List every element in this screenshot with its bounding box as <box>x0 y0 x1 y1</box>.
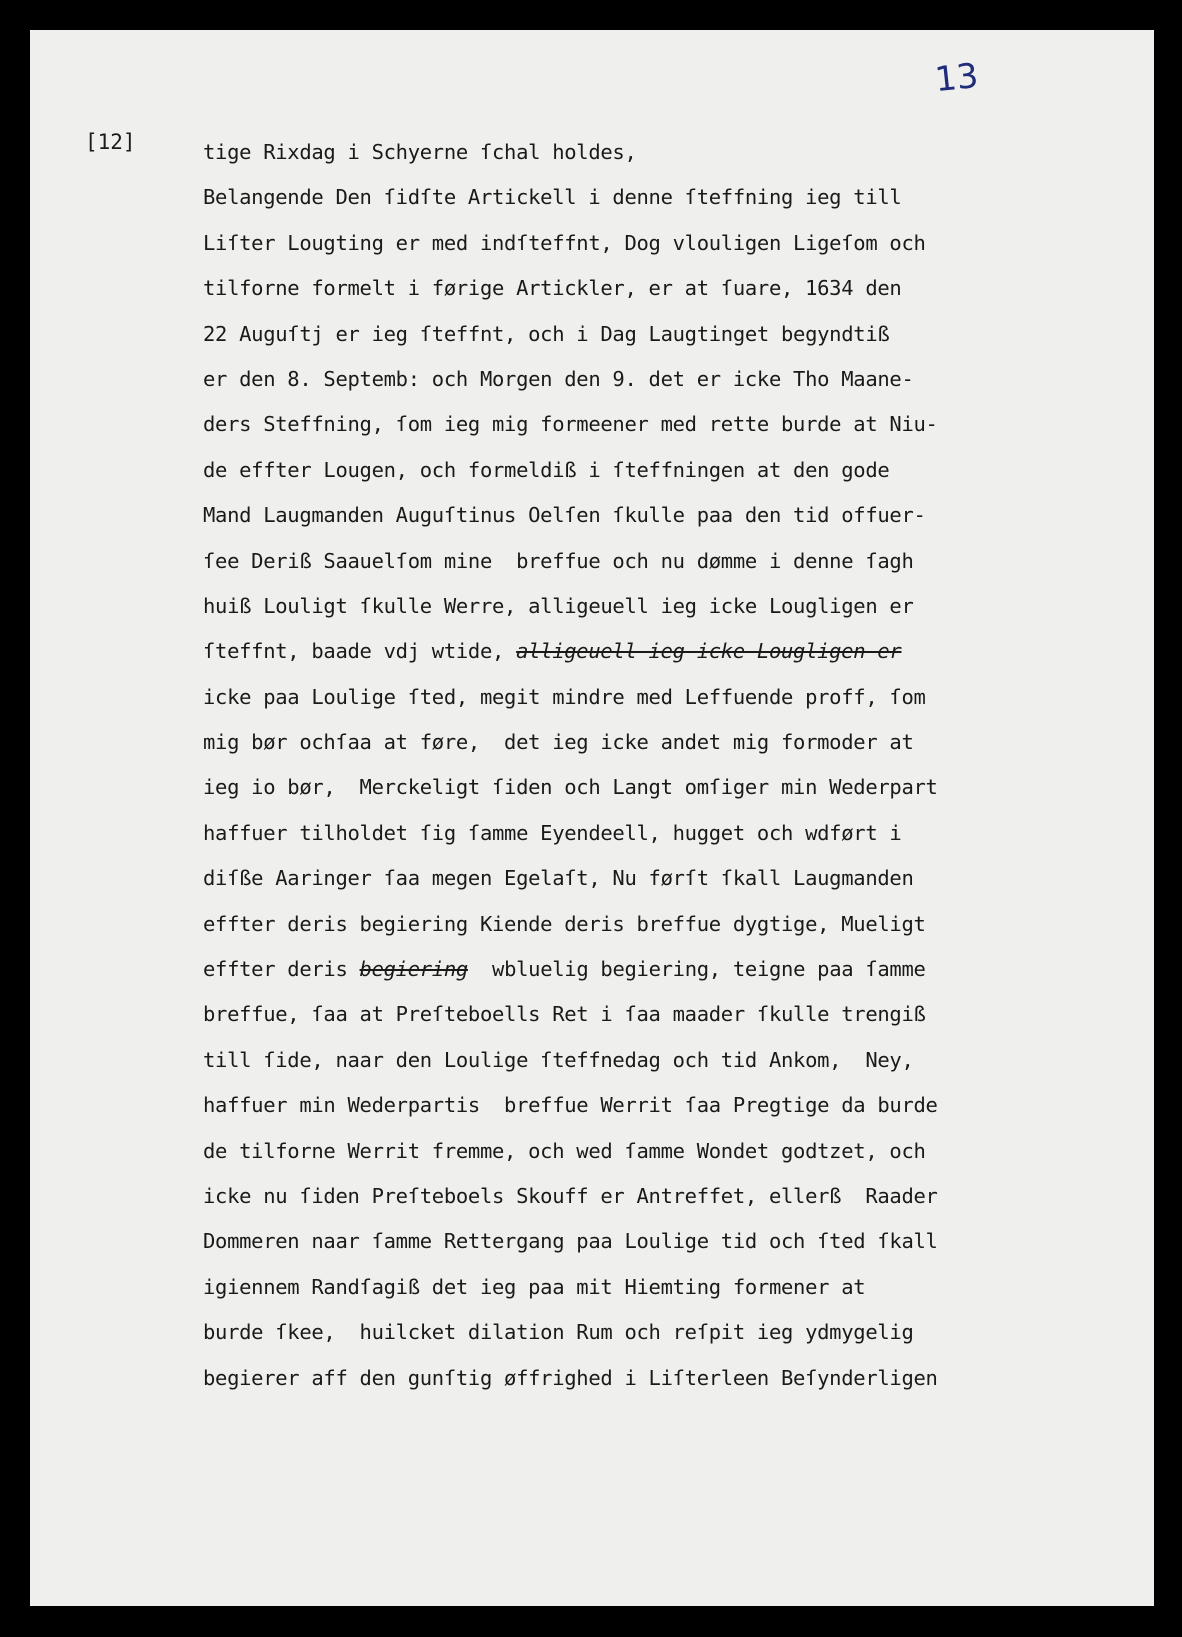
line-text: igiennem Randſagiß det ieg paa mit Hiemting formener at <box>203 1274 866 1299</box>
text-line <box>203 493 1053 538</box>
text-line <box>203 1038 1053 1083</box>
line-text: mig bør ochſaa at føre, det ieg icke andet mig formoder at <box>203 730 914 755</box>
line-text: Liſter Lougting er med indſteffnt, Dog vlouligen Ligeſom och <box>203 230 926 255</box>
line-text: diſße Aaringer ſaa megen Egelaſt, Nu førſt ſkall Laugmanden <box>203 866 914 891</box>
text-line <box>203 1310 1053 1355</box>
line-text: icke paa Loulige ſted, megit mindre med Leffuende proff, ſom <box>203 684 926 709</box>
line-text: tige Rixdag i Schyerne ſchal holdes, <box>203 140 637 164</box>
line-text: huiß Louligt ſkulle Werre, alligeuell ieg icke Lougligen er <box>203 593 914 618</box>
text-line <box>203 992 1053 1037</box>
line-text: till ſide, naar den Loulige ſteffnedag och tid Ankom, Ney, <box>203 1047 914 1072</box>
line-text: ſteffnt, baade vdj wtide, <box>203 639 517 664</box>
text-line <box>203 130 1053 175</box>
text-line <box>203 1174 1053 1219</box>
text-line <box>203 675 1053 720</box>
text-line <box>203 902 1053 947</box>
text-line <box>203 765 1053 810</box>
text-line <box>203 539 1053 584</box>
struck-through-text: alligeuell ieg icke Lougligen er <box>516 639 902 664</box>
text-line <box>203 312 1053 357</box>
text-line <box>203 175 1053 220</box>
text-line <box>203 1356 1053 1401</box>
text-line <box>203 1219 1053 1264</box>
line-text: de effter Lougen, och formeldiß i ſteffningen at den gode <box>203 457 890 482</box>
line-text: icke nu ſiden Preſteboels Skouff er Antreffet, ellerß Raader <box>203 1183 938 1208</box>
text-line <box>203 629 1053 674</box>
text-line <box>203 584 1053 629</box>
text-line <box>203 448 1053 493</box>
line-text: 22 Auguſtj er ieg ſteffnt, och i Dag Laugtinget begyndtiß <box>203 321 890 346</box>
line-text: er den 8. Septemb: och Morgen den 9. det er icke Tho Maane- <box>203 366 914 391</box>
line-text: Dommeren naar ſamme Rettergang paa Loulige tid och ſted ſkall <box>203 1229 938 1254</box>
page-number: 13 <box>933 55 981 101</box>
text-line <box>203 266 1053 311</box>
reference-marker: [12] <box>85 130 136 154</box>
line-text: ieg io bør, Merckeligt ſiden och Langt omſiger min Wederpart <box>203 775 938 800</box>
line-text: wbluelig begiering, teigne paa ſamme <box>467 957 926 982</box>
line-text: effter deris <box>203 957 360 982</box>
line-text: effter deris begiering Kiende deris breffue dygtige, Mueligt <box>203 911 926 936</box>
text-body <box>203 130 1053 1401</box>
line-text: begierer aff den gunſtig øffrighed i Liſterleen Beſynderligen <box>203 1365 938 1390</box>
line-text: ders Steffning, ſom ieg mig formeener med rette burde at Niu- <box>203 412 938 437</box>
line-text: haffuer tilholdet ſig ſamme Eyendeell, hugget och wdført i <box>203 820 902 845</box>
text-line <box>203 1083 1053 1128</box>
line-text: haffuer min Wederpartis breffue Werrit ſaa Pregtige da burde <box>203 1093 938 1118</box>
text-line <box>203 856 1053 901</box>
line-text: Mand Laugmanden Auguſtinus Oelſen ſkulle paa den tid offuer- <box>203 503 926 528</box>
text-line <box>203 221 1053 266</box>
line-text: de tilforne Werrit fremme, och wed ſamme Wondet godtzet, och <box>203 1138 926 1163</box>
line-text: Belangende Den ſidſte Artickell i denne ſteffning ieg till <box>203 185 902 210</box>
line-text: tilforne formelt i førige Artickler, er at ſuare, 1634 den <box>203 276 902 301</box>
text-line <box>203 1265 1053 1310</box>
struck-through-text: begiering <box>359 957 468 982</box>
text-line <box>203 1129 1053 1174</box>
text-line <box>203 720 1053 765</box>
text-line <box>203 811 1053 856</box>
text-line <box>203 947 1053 992</box>
line-text: ſee Deriß Saauelſom mine breffue och nu dømme i denne ſagh <box>203 548 914 573</box>
text-line <box>203 402 1053 447</box>
line-text: breffue, ſaa at Preſteboells Ret i ſaa maader ſkulle trengiß <box>203 1002 926 1027</box>
line-text: burde ſkee, huilcket dilation Rum och reſpit ieg ydmygelig <box>203 1320 914 1345</box>
text-line <box>203 357 1053 402</box>
